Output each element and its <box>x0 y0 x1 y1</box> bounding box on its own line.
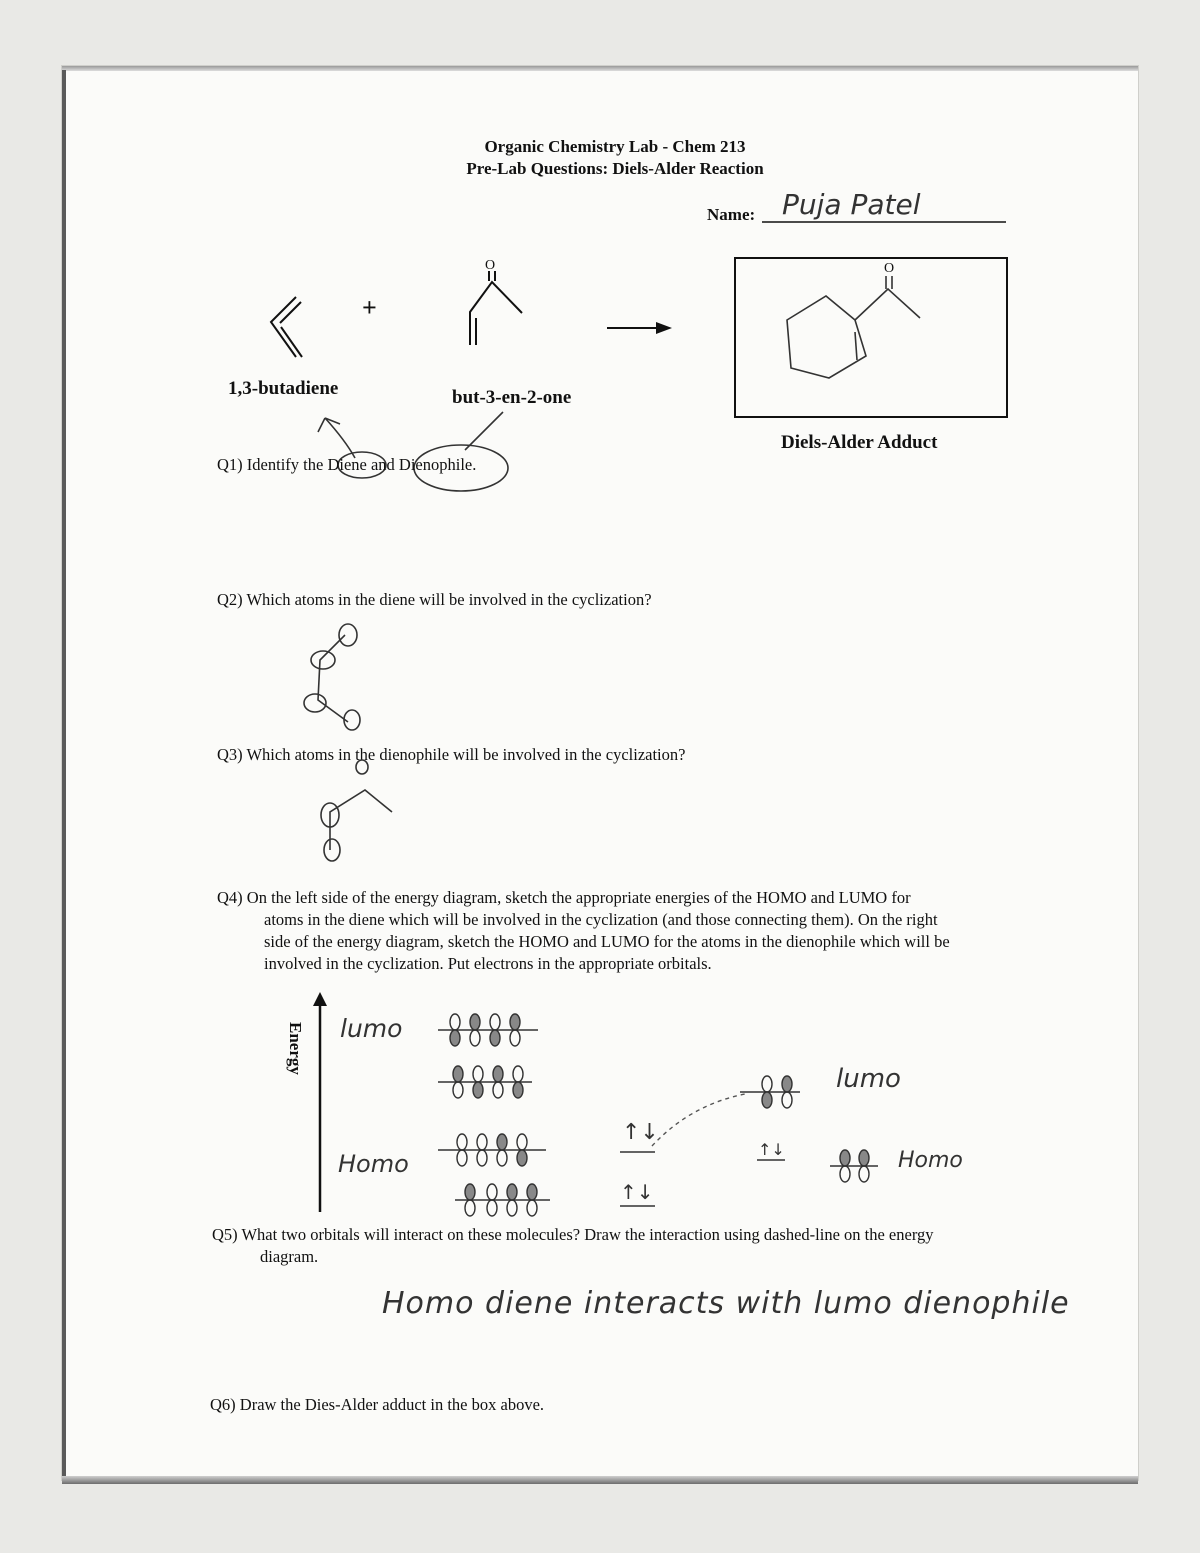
right-lumo-label: lumo <box>836 1064 901 1094</box>
q4-number: Q4) <box>217 888 243 907</box>
question-6: Q6) Draw the Dies-Alder adduct in the box above. <box>210 1395 545 1414</box>
adduct-oxygen: O <box>884 261 895 276</box>
left-lumo-label: lumo <box>340 1014 403 1043</box>
diene-orbital-levels <box>438 1030 550 1200</box>
q4-line-1: On the left side of the energy diagram, sketch the appropriate energies of the HOMO and LUMO for <box>246 888 911 907</box>
q1-prefix: Identify the <box>246 455 324 474</box>
question-2: Q2) Which atoms in the diene will be involved in the cyclization? <box>217 590 652 609</box>
diene-orbital-lobes <box>450 1014 537 1216</box>
q4-line-3: side of the energy diagram, sketch the HOMO and LUMO for the atoms in the dienophile which will be <box>264 932 950 951</box>
plus-sign: + <box>362 293 377 322</box>
electron-pair-3: ↑↓ <box>758 1140 785 1159</box>
q4-line-4: involved in the cyclization. Put electrons in the appropriate orbitals. <box>264 954 712 973</box>
question-3: Q3) Which atoms in the dienophile will be involved in the cyclization? <box>217 745 686 764</box>
header-course: Organic Chemistry Lab - Chem 213 <box>484 137 746 156</box>
electron-pair-1: ↑↓ <box>622 1120 659 1145</box>
q5-line-1: Q5) What two orbitals will interact on these molecules? Draw the interaction using dashed-line on the energy <box>212 1225 934 1244</box>
name-label: Name: <box>707 205 756 224</box>
q5-line-2: diagram. <box>260 1247 319 1266</box>
homo-lumo-interaction-dashed-line <box>652 1094 745 1146</box>
right-homo-label: Homo <box>898 1148 963 1173</box>
q1-dienophile-word: Dienophile <box>398 455 473 474</box>
product-caption: Diels-Alder Adduct <box>781 432 938 453</box>
q1-number: Q1) <box>217 455 243 474</box>
q3-dienophile-sketch <box>321 760 392 861</box>
left-homo-label: Homo <box>338 1150 409 1178</box>
header-subtitle: Pre-Lab Questions: Diels-Alder Reaction <box>466 159 764 178</box>
electron-pair-2: ↑↓ <box>620 1180 654 1204</box>
enone-oxygen: O <box>485 258 496 273</box>
q2-diene-sketch <box>304 624 360 730</box>
diene-label: 1,3-butadiene <box>228 378 339 399</box>
dienophile-label: but-3-en-2-one <box>452 387 572 408</box>
q1-period: . <box>472 455 477 474</box>
q4-line-2: atoms in the diene which will be involved in the cyclization (and those connecting them). On the right <box>264 910 938 929</box>
q1-diene-word: Diene <box>327 455 367 474</box>
energy-axis <box>313 992 327 1212</box>
q1-and: and <box>370 455 395 474</box>
q5-handwritten-answer: Homo diene interacts with lumo dienophile <box>382 1286 1070 1321</box>
name-value: Puja Patel <box>782 188 921 221</box>
energy-axis-label: Energy <box>286 1022 305 1075</box>
